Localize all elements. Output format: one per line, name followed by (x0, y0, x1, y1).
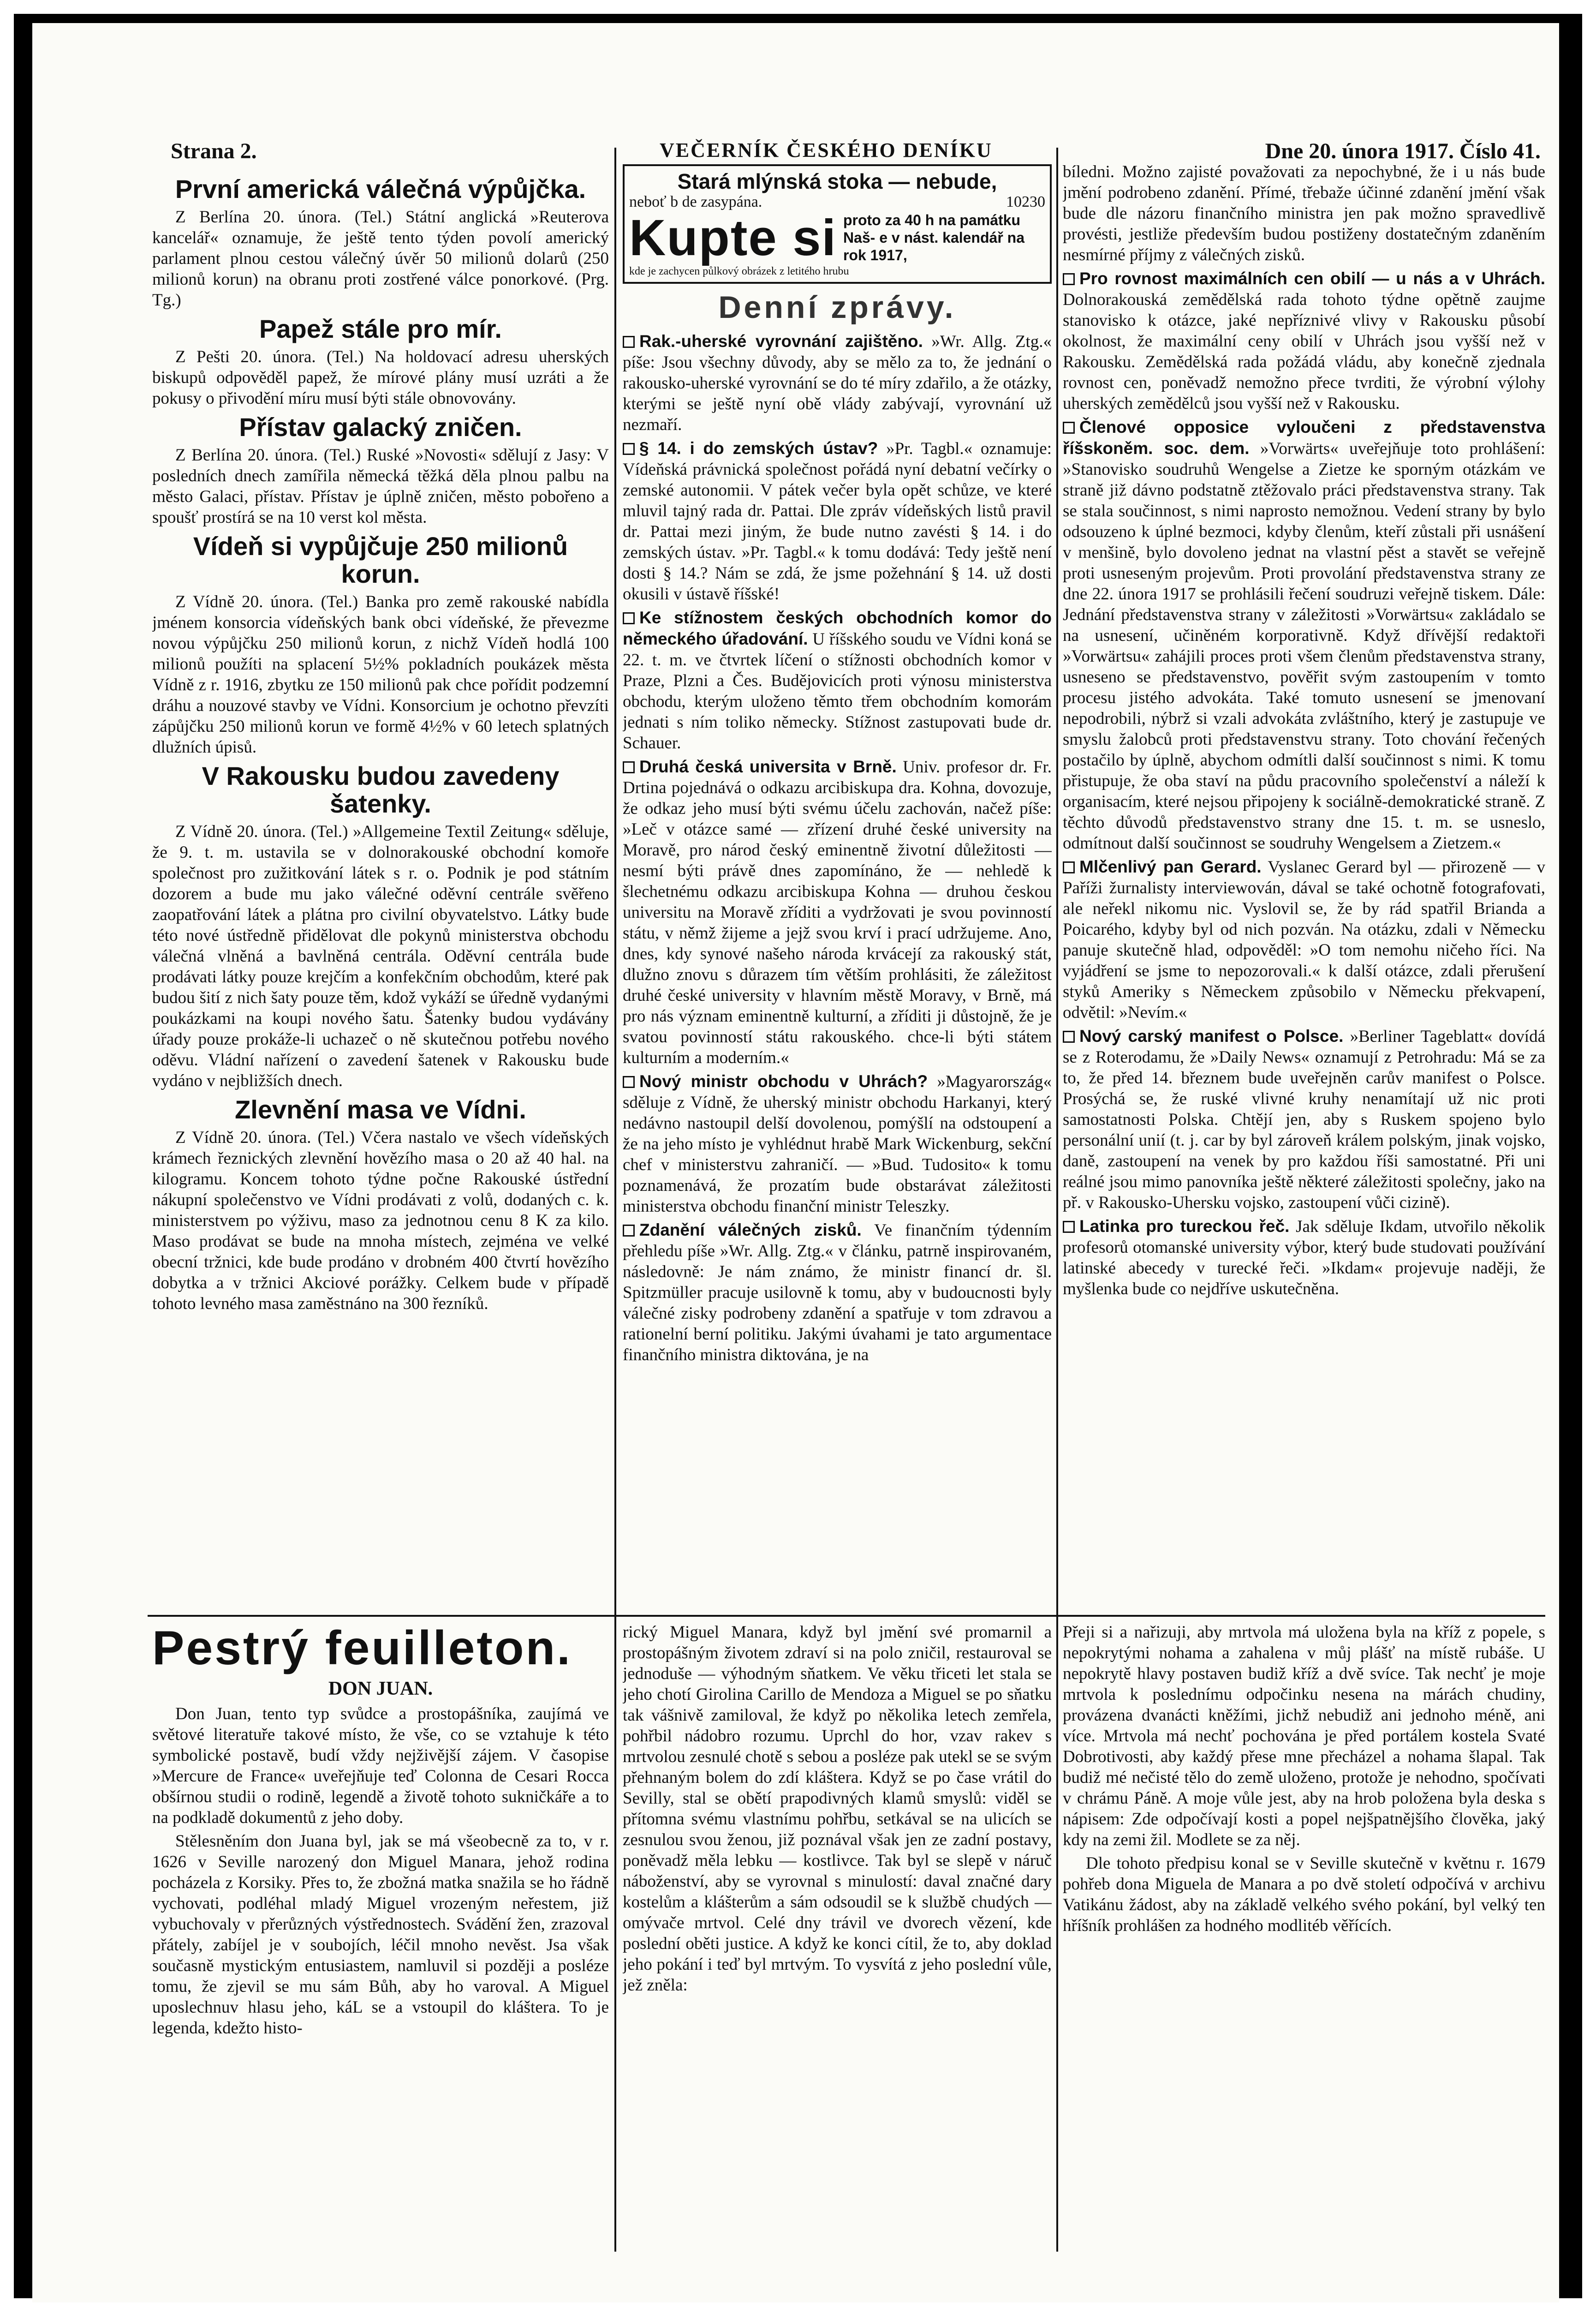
column-3 (1063, 161, 1545, 1610)
square-bullet-icon (623, 761, 635, 773)
square-bullet-icon (623, 443, 635, 455)
masthead: VEČERNÍK ČESKÉHO DENÍKU (660, 139, 993, 161)
square-bullet-icon (1063, 861, 1075, 873)
article-text: Z Vídně 20. února. (Tel.) Banka pro země rakouské nabídla jménem konsorcia vídeňských bank obci vídeňské, že převezme novou výpůjčku 250 milionů korun, z nichž Vídeň hodlá 100 milionů použíti na splacení 5½% pokladních poukázek města Vídně z r. 1916, zbytku ze 150 milionů pak chce pořídit podzemní dráhu a nouzové stavby ve Vídni. Konsorcium je ochotno převzíti zápůjčku 250 milionů korun ve formě 4½% v 60 letech splatných dlužních úpisů. (152, 592, 609, 757)
page-number: Strana 2. (171, 139, 257, 163)
headline: V Rakousku budou zavedeny šatenky. (202, 761, 560, 818)
newspaper-page (32, 23, 1559, 2302)
news-item: Pro rovnost maximálních cen obilí — u nás a v Uhrách. Dolnorakouská zemědělská rada tohoto týdne opětně zaujme stanovisko k otázce, jaké nepříznivé vlivy v Rakousku působí okolnost, že maximální ceny obilí v Uhrách jsou vyšší než v Rakousku. Zemědělská rada požádá vládu, aby konečně zjednala rovnost cen, poněvadž nemožno přece tvrditi, že výrobní výlohy uherských zemědělců jsou vyšší než v Rakousku. (1063, 269, 1545, 413)
square-bullet-icon (1063, 422, 1075, 434)
column-1 (152, 171, 609, 1610)
advertisement-box (623, 164, 1052, 284)
news-item: Nový ministr obchodu v Uhrách? »Magyarország« sděluje z Vídně, že uherský ministr obchodu Harkanyi, který nedávno nastoupil delší dovolenou, pomýšlí na odstoupení a že na jeho místo je vyhlédnut hrabě Mark Wickenburg, sekční chef v ministerstvu zahraničí. — »Bud. Tudosito« k tomu poznamenává, že prozatím bude obstarávat záležitosti ministerstva obchodu finanční ministr Teleszky. (623, 1072, 1052, 1216)
news-item: Nový carský manifest o Polsce. »Berliner Tageblatt« dovídá se z Roterodamu, že »Daily News« oznamují z Petrohradu: Má se za to, že před 14. březnem bude uveřejněn carův manifest o Polsce. Prosýchá se, že ruské vlivné kruhy nenamítají už nic proti samostatnosti Polska. Chtějí jen, aby s Ruskem spojeno bylo personální unií (t. j. car by byl zároveň králem polským, jinak vojsko, daně, zastoupení na venek by pro každou říši samostatné. Při uni reálné jsou mimo panovníka ještě některé záležitosti společny, jako na př. v Rakousko-Uhersku vojsko, zastoupení vůči cizině). (1063, 1027, 1545, 1212)
feuilleton-paragraph: Don Juan, tento typ svůdce a prostopášníka, zaujímá ve světové literatuře takové místo, že vše, co se vztahuje k této symbolické postavě, budí vždy nejživější zájem. V časopise »Mercure de France« uveřejňuje teď Colonna de Cesari Rocca obšírnou studii o rodině, legendě a životě tohoto sukničkáře a to na podkladě dokumentů z jeho doby. (152, 1704, 609, 1827)
article-continuation: bíledni. Možno zajisté považovati za nepochybné, že i u nás bude jmění podrobeno zdanění. Přímé, třebaže účinné zdanění jmění však bude dle názoru finančního ministra jen pak možno spravedlivě provésti, jestliže především budou postiženy dostatečným zdaněním nesmírné příjmy z válečných zisků. (1063, 162, 1545, 264)
column-rule (614, 148, 616, 2252)
ad-offer: proto za 40 h na památku Naš- e v nást. kalendář na rok 1917, (843, 212, 1024, 263)
news-item: Ke stížnostem českých obchodních komor do německého úřadování. U říšského soudu ve Vídni koná se 22. t. m. ve čtvrtek líčení o stížnosti obchodních komor v Praze, Plzni a Čes. Budějovicích proti výnosu ministerstva obchodu, kterým uloženo těmto třem obchodním komorám jednati s ním toliko německy. Stížnost zastupovati bude dr. Schauer. (623, 608, 1052, 753)
column-rule (1056, 148, 1058, 2252)
news-item: § 14. i do zemských ústav? »Pr. Tagbl.« oznamuje: Vídeňská právnická společnost pořádá nyní debatní večírky o zemské autonomii. V pátek večer byla opět schůze, ve které mluvil tajný rada dr. Pattai. Dle zpráv vídeňských listů pravil dr. Pattai mezi jiným, že bude nutno zavésti § 14. i do zemských ústav. »Pr. Tagbl.« k tomu dodává: Tedy ještě není dosti § 14.? Nám se zdá, že jsme požehnání § 14. už dosti okusili v ústavě říšské! (623, 439, 1052, 604)
article-text: Z Pešti 20. února. (Tel.) Na holdovací adresu uherských biskupů odpověděl papež, že mírové plány musí uzráti a že pokusy o přivodění míru musí býti stále obnovovány. (152, 347, 609, 408)
date-issue: Dne 20. února 1917. Číslo 41. (1265, 139, 1541, 163)
square-bullet-icon (1063, 1031, 1075, 1043)
feuilleton-column-3 (1063, 1622, 1545, 2272)
ad-number: 10230 (1006, 193, 1045, 210)
article-text: Z Vídně 20. února. (Tel.) Včera nastalo ve všech vídeňských krámech řeznických zlevnění hovězího masa o 20 až 40 hal. na kilogramu. Koncem tohoto týdne počne Rakouské ústřední nákupní společenstvo ve Vídni prodávati z volů, dodaných c. k. ministerstvem po výživu, maso za jednotnou cenu 8 K za kilo. Maso prodávat se bude na mnoha místech, zejména ve velké obecní tržnici, kde bude prodáno v drobném 400 čtvrtí hovězího dobytka a v tržnici Akciové porážky. Celkem bude v případě tohoto levného masa zaměstnáno na 300 řezníků. (152, 1128, 609, 1313)
headline: Vídeň si vypůjčuje 250 milionů korun. (193, 532, 568, 588)
square-bullet-icon (1063, 273, 1075, 285)
headline: První americká válečná výpůjčka. (175, 174, 586, 203)
square-bullet-icon (623, 336, 635, 348)
news-item: Zdanění válečných zisků. Ve finančním týdenním přehledu píše »Wr. Allg. Ztg.« v článku, patrně inspirovaném, následovně: Je nám známo, že ministr financí dr. šl. Spitzmüller pracuje usilovně k tomu, aby v budoucnosti byly válečné zisky podrobeny zdanění a spatřuje v tom zdravou a rationelní berní politiku. Jakými úvahami je tato argumentace finančního ministra diktována, je na (623, 1220, 1052, 1364)
feuilleton-subtitle: DON JUAN. (328, 1678, 433, 1699)
headline: Zlevnění masa ve Vídni. (235, 1095, 526, 1124)
feuilleton-paragraph: Dle tohoto předpisu konal se v Seville skutečně v květnu r. 1679 pohřeb dona Miguela de Manara a po dvě století odpočívá v archivu Vatikánu žádost, aby na základě velkého svého pokání, byl velký ten hříšník prohlášen za hodného modlitéb věřících. (1063, 1854, 1545, 1935)
news-item: Rak.-uherské vyrovnání zajištěno. »Wr. Allg. Ztg.« píše: Jsou všechny důvody, aby se mělo za to, že jednání o rakousko-uherské vyrovnání se do té míry zdařilo, a že otázky, kterými se ještě nyní obě vlády zabývají, vyrovnání už nezmaří. (623, 332, 1052, 434)
feuilleton-paragraph: Stělesněním don Juana byl, jak se má všeobecně za to, v r. 1626 v Seville narozený don Miguel Manara, jehož rodina pocházela z Korsiky. Přes to, že zbožná matka snažila se ho řádně vychovati, podléhal mladý Miguel vrozeným neřestem, již vybuchovaly v přerůzných výstřednostech. Svádění žen, zrazoval přátely, zabíjel je v soubojích, léčil mnoho nevěst. Jsa však současně mystickým entusiastem, namluvil si později a posléze tomu, že zjevil se mu sám Bůh, aby ho varoval. A Miguel uposlechnuv hlasu jeho, káL se a vstoupil do kláštera. To je legenda, kdežto histo- (152, 1832, 609, 2038)
ad-small: kde je zachycen půlkový obrázek z letitého hrubu (629, 265, 849, 277)
news-item: Druhá česká universita v Brně. Univ. profesor dr. Fr. Drtina pojednává o odkazu arcibiskupa dra. Kohna, dovozuje, že odkaz jeho musí býti svému účelu zachován, načež píše: »Leč v otázce samé — zřízení druhé české university na Moravě, pro národ český eminentně životní důležitosti — nesmí býti právě dnes zapomínáno, že — nehledě k šlechetnému odkazu arcibiskupa Kohna — druhou českou universitu na Moravě zříditi a vydržovati je svou povinností státu, v němž žijeme a jejž svou krví i prací udržujeme. Ano, dnes, kdy synové našeho národa krvácejí za rakouský stát, dlužno znovu s důrazem tím větším prohlásiti, že záležitost druhé české university v hlavním městě Moravy, v Brně, má pro nás význam eminentně kulturní, a zříditi ji důstojně, že je svatou povinností státu rakouského. chce-li býti státem kulturním a moderním.« (623, 757, 1052, 1067)
news-item: Latinka pro tureckou řeč. Jak sděluje Ikdam, utvořilo několik profesorů otomanské university výbor, který bude studovati používání latinské abecedy v turecké řeči. »Ikdam« projevuje naději, že myšlenka bude co nejdříve uskutečněna. (1063, 1217, 1545, 1298)
square-bullet-icon (1063, 1221, 1075, 1233)
column-2 (623, 161, 1052, 1610)
news-item: Členové opposice vyloučeni z představenstva říšskoněm. soc. dem. »Vorwärts« uveřejňuje toto prohlášení: »Stanovisko soudruhů Wengelse a Zietze ke sporným otázkám ve straně již dávno podstatně ztěžovalo práci představenstva strany. Tak se stala součinnost, s nimi naprosto nemožnou. Vedení strany by bylo odsouzeno k úplné bezmoci, kdyby členům, kteří zůstali při usnášení v menšině, bylo dovoleno jednat na vlastní pěst a stavět se veřejně proti usneseným projevům. Proti provolání představenstva strany ze dne 22. února 1917 se prohlásili řečení soudruzi veřejně tiskem. Dále: Jednání představenstva strany v záležitosti »Vorwärtsu« zakládalo se na usnesení, učiněném korporativně. Když dřívější redaktoři »Vorwärtsu« zahájili proces proti všem členům představenstva strany, usneseno se představenstvo, pověřit svým zastoupením v tomto procesu jistého advokáta. Také tomuto usnesení se jmenovaní nepodrobili, nýbrž si vzali advokáta zvláštního, který je zastupuje ve smyslu žalobců proti představenstvu strany. Toto chování řečených postačilo by úplně, abychom odmítli další součinnost s nimi. K tomu přistupuje, že oba staví na půdu pracovního společenství a náleží k organisacím, které nejsou připojeny k sociálně-demokratické straně. Z těchto důvodů představenstvo strany dne 15. t. m. se usneslo, odmítnout další součinnost se soudruhy Wengelsem a Zietzem.« (1063, 418, 1545, 853)
headline: Přístav galacký zničen. (239, 412, 522, 442)
feuilleton-paragraph: rický Miguel Manara, když byl jmění své promarnil a prostopášným životem zdraví si na polo zničil, restauroval se jednoduše — výhodným sňatkem. Ve věku třiceti let stala se jeho chotí Girolina Carillo de Mendoza a Miguel se po sňatku tak vášnivě zamiloval, že když po několika letech zemřela, pohřbil nádobro rozumu. Uprchl do hor, vzav rakev s mrtvolou zesnulé chotě s sebou a posléze pak utekl se se svým přehnaným bolem do zdí kláštera. Když se po čase vrátil do Sevilly, stal se obětí prapodivných klamů smyslů: viděl se přítomna svému vlastnímu pohřbu, setkával se na ulicích se zesnulou svou ženou, již poznával však jen ze zadní postavy, poněvadž měla lebku — kostlivce. Tak byl se slepě v náruč náboženství, aby se vyrovnal s minulostí: daval značné dary kostelům a klášterům a sám odsoudil se k službě chudých — omývače mrtvol. Celé dny trávil ve dvorech vězení, kde poslední oběti justice. A když ke konci cítil, že to, aby doklad jeho pokání i teď byl mrtvým. To vysvítá z jeho poslední vůle, jež zněla: (623, 1623, 1052, 1995)
article-text: Z Berlína 20. února. (Tel.) Ruské »Novosti« sdělují z Jasy: V posledních dnech zamířila německá těžká děla plnou palbu na město Galaci, přístav. Přístav je úplně zničen, město pobořeno a spoušť prostírá se na 10 verst kol města. (152, 446, 609, 527)
square-bullet-icon (623, 612, 635, 624)
ad-subline: neboť b de zasypána. (629, 193, 762, 210)
ad-line (629, 193, 1045, 211)
section-title: Denní zprávy. (718, 290, 956, 325)
feuilleton-rule (148, 1615, 1545, 1617)
headline: Papež stále pro mír. (259, 314, 502, 343)
feuilleton-column-1 (152, 1622, 609, 2272)
feuilleton-title: Pestrý feuilleton. (152, 1622, 572, 1675)
square-bullet-icon (623, 1076, 635, 1088)
feuilleton-paragraph: Přeji si a nařizuji, aby mrtvola má uložena byla na kříž z popele, s nepokrytými nohama a zahalena v můj plášť na místě rubáše. U nepokrytě hlavy postaven budiž kříž a dvě svíce. Tak nechť je moje mrtvola k poslednímu odpočinku nesena na márách chudiny, provázena dvanácti kněžími, jichž nebudiž ani jednoho méně, ani více. Mrtvola má nechť pochována je před portálem kostela Svaté Dobrotivosti, aby každý přese mne přecházel a nohama šlapal. Tak budiž mé nečisté tělo do země uloženo, protože je nehodno, spočívati v chrámu Páně. A moje vůle jest, aby na hrob položena byla deska s nápisem: Zde odpočívají kosti a popel nejšpatnějšího člověka, jaký kdy na zemi žil. Modlete se za něj. (1063, 1623, 1545, 1849)
ad-big-text: Kupte si (629, 209, 837, 266)
square-bullet-icon (623, 1225, 635, 1237)
news-item: Mlčenlivý pan Gerard. Vyslanec Gerard byl — přirozeně — v Paříži žurnalisty interviewován, dával se také ochotně fotografovati, ale neřekl nikomu nic. Vyslovil se, že by rád spatřil Brianda a Poicarého, kdyby byl od nich pozván. Na otázku, zdali v Německu panuje skutečně hlad, odpověděl: »O tom nemohu ničeho říci. Na vyjádření se jsme to nepozorovali.« k další otázce, zdali přerušení styků Ameriky s Německem způsobilo v Německu překvapení, odvětil: »Nevím.« (1063, 857, 1545, 1022)
ad-title: Stará mlýnská stoka — nebude, (677, 169, 997, 193)
article-text: Z Berlína 20. února. (Tel.) Státní anglická »Reuterova kancelář« oznamuje, že ještě tento týden povolí americký parlament plnou cestou válečný úvěr 50 milionů dolarů (250 milionů korun) na obranu proti zostřené válce ponorkové. (Prg. Tg.) (152, 208, 609, 310)
article-text: Z Vídně 20. února. (Tel.) »Allgemeine Textil Zeitung« sděluje, že 9. t. m. ustavila se v dolnorakouské obchodní komoře společnost pro zužitkování látek s r. o. Podnik je pod státním dozorem a bude mu jako válečné oděvní centrále svěřeno zaopatřování látek a plátna pro civilní obyvatelstvo. Látky bude této nové ústředně přidělovat dle pokynů ministerstva obchodu válečná vlněná a bavlněná centrála. Oděvní centrála bude prodávati látky pouze krejčím a konfekčním obchodům, které pak budou šití z nich šaty pouze těm, kdož vykáží se úředně vydanými poukázkami na koupi nového šatu. Šatenky budou vydávány úřady pouze prokáže-li uchazeč o ně skutečnou potřebu nového oděvu. Vládní nařízení o zavedení šatenek v Rakousku bude vydáno v nejbližších dnech. (152, 822, 609, 1090)
feuilleton-column-2 (623, 1622, 1052, 2272)
